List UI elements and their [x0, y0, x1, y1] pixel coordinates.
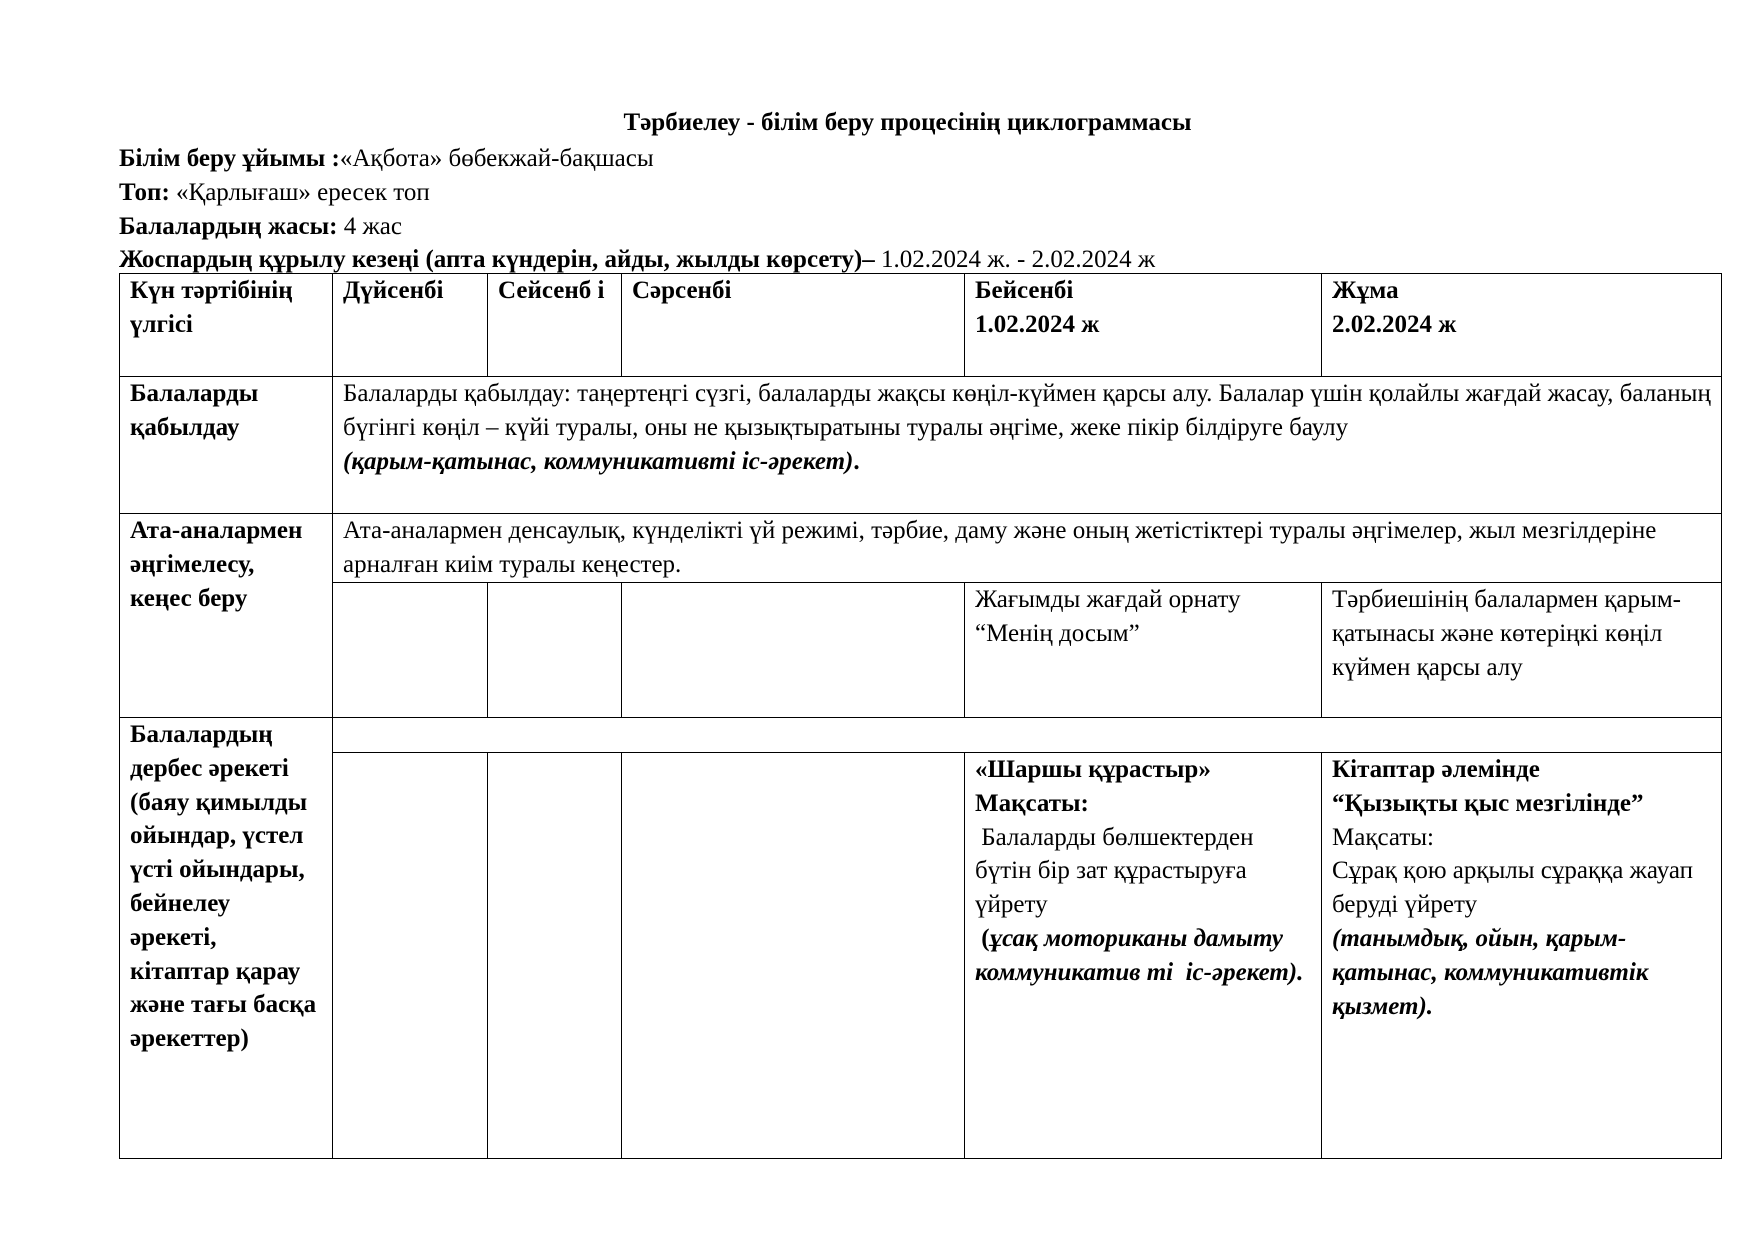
cyclogram-table	[119, 273, 1722, 1159]
friday-note: (танымдық, ойын, қарым-қатынас, коммуникативтік қызмет).	[1332, 924, 1649, 1020]
group-value: «Қарлығаш» ересек топ	[169, 178, 430, 206]
org-value: «Ақбота» бөбекжай-бақшасы	[339, 145, 654, 172]
parents-row-general	[120, 514, 1722, 583]
independent-row-general	[120, 718, 1722, 753]
header-row	[120, 274, 1722, 377]
age-label: Балалардың жасы:	[119, 212, 338, 240]
period-value: 1.02.2024 ж. - 2.02.2024 ж	[874, 246, 1156, 274]
reception-note: (қарым-қатынас, коммуникативті іс-әрекет)	[343, 447, 854, 475]
thursday-note-line	[975, 922, 1311, 990]
parents-friday-cell: Тәрбиешінің балалармен қарым-қатынасы және көтеріңкі көңіл күймен қарсы алу	[1322, 583, 1722, 718]
period-label: Жоспардың құрылу кезеңі (апта күндерін, айды, жылды көрсету)–	[119, 246, 875, 274]
independent-label: Балалардың дербес әрекеті (баяу қимылды ойындар, үстел үсті ойындары, бейнелеу әрекеті, кітаптар қарау және тағы басқа әрекеттер)	[120, 718, 333, 1159]
reception-note-end: .	[853, 447, 860, 475]
header-cell-wednesday: Сәрсенбі	[622, 274, 965, 377]
thursday-goal: Балаларды бөлшектерден бүтін бір зат құрастыруға үйрету	[975, 823, 1260, 919]
friday-activity-title: Кітаптар әлемінде	[1332, 756, 1540, 783]
thursday-date: 1.02.2024 ж	[975, 310, 1100, 338]
friday-goal-label: Мақсаты:	[1332, 823, 1434, 851]
parents-monday-cell	[333, 583, 488, 718]
friday-date: 2.02.2024 ж	[1332, 310, 1457, 338]
friday-goal: Сұрақ қою арқылы сұраққа жауап беруді үйрету	[1332, 857, 1694, 919]
thursday-note-open: (	[975, 924, 990, 952]
thursday-activity-title: «Шаршы құрастыр»	[975, 756, 1211, 783]
independent-wednesday-cell	[622, 753, 965, 1159]
header-cell-tuesday: Сейсенб і	[488, 274, 622, 377]
group-line	[119, 176, 1155, 210]
reception-text-cell	[333, 377, 1722, 514]
header-cell-schedule: Күн тәртібінің үлгісі	[120, 274, 333, 377]
parents-wednesday-cell	[622, 583, 965, 718]
reception-row	[120, 377, 1722, 514]
parents-text: Ата-аналармен денсаулық, күнделікті үй режимі, тәрбие, даму және оның жетістіктері туралы әңгімелер, жыл мезгілдеріне арналған киім туралы кеңестер.	[333, 514, 1722, 583]
thursday-goal-label: Мақсаты:	[975, 789, 1089, 817]
parents-label: Ата-аналармен әңгімелесу, кеңес беру	[120, 514, 333, 718]
document-meta	[119, 142, 1155, 277]
thursday-note: ұсақ моториканы дамыту коммуникатив ті іс-әрекет).	[975, 924, 1304, 986]
thursday-day: Бейсенбі	[975, 277, 1074, 304]
parents-tuesday-cell	[488, 583, 622, 718]
header-cell-friday	[1322, 274, 1722, 377]
header-cell-monday: Дүйсенбі	[333, 274, 488, 377]
independent-friday-cell	[1322, 753, 1722, 1159]
parents-thursday-cell: Жағымды жағдай орнату “Менің досым”	[965, 583, 1322, 718]
independent-general-cell	[333, 718, 1722, 753]
independent-tuesday-cell	[488, 753, 622, 1159]
independent-monday-cell	[333, 753, 488, 1159]
document-title: Тәрбиелеу - білім беру процесінің циклограммасы	[623, 109, 1192, 136]
reception-label: Балаларды қабылдау	[120, 377, 333, 514]
age-value: 4 жас	[337, 212, 402, 240]
parents-row-days	[120, 583, 1722, 718]
age-line	[119, 210, 1155, 244]
friday-activity-subtitle: “Қызықты қыс мезгілінде”	[1332, 789, 1644, 817]
org-label: Білім беру ұйымы :	[119, 145, 340, 172]
header-cell-thursday	[965, 274, 1322, 377]
group-label: Топ:	[119, 178, 170, 206]
friday-day: Жұма	[1332, 277, 1399, 304]
independent-thursday-cell	[965, 753, 1322, 1159]
reception-text: Балаларды қабылдау: таңертеңгі сүзгі, балаларды жақсы көңіл-күймен қарсы алу. Балалар үшін қолайлы жағдай жасау, баланың бүгінгі көңіл – күйі туралы, оны не қызықтыратыны туралы әңгіме, жеке пікір білдіруге баулу	[343, 380, 1711, 441]
org-line	[119, 142, 1155, 176]
independent-row-days	[120, 753, 1722, 1159]
